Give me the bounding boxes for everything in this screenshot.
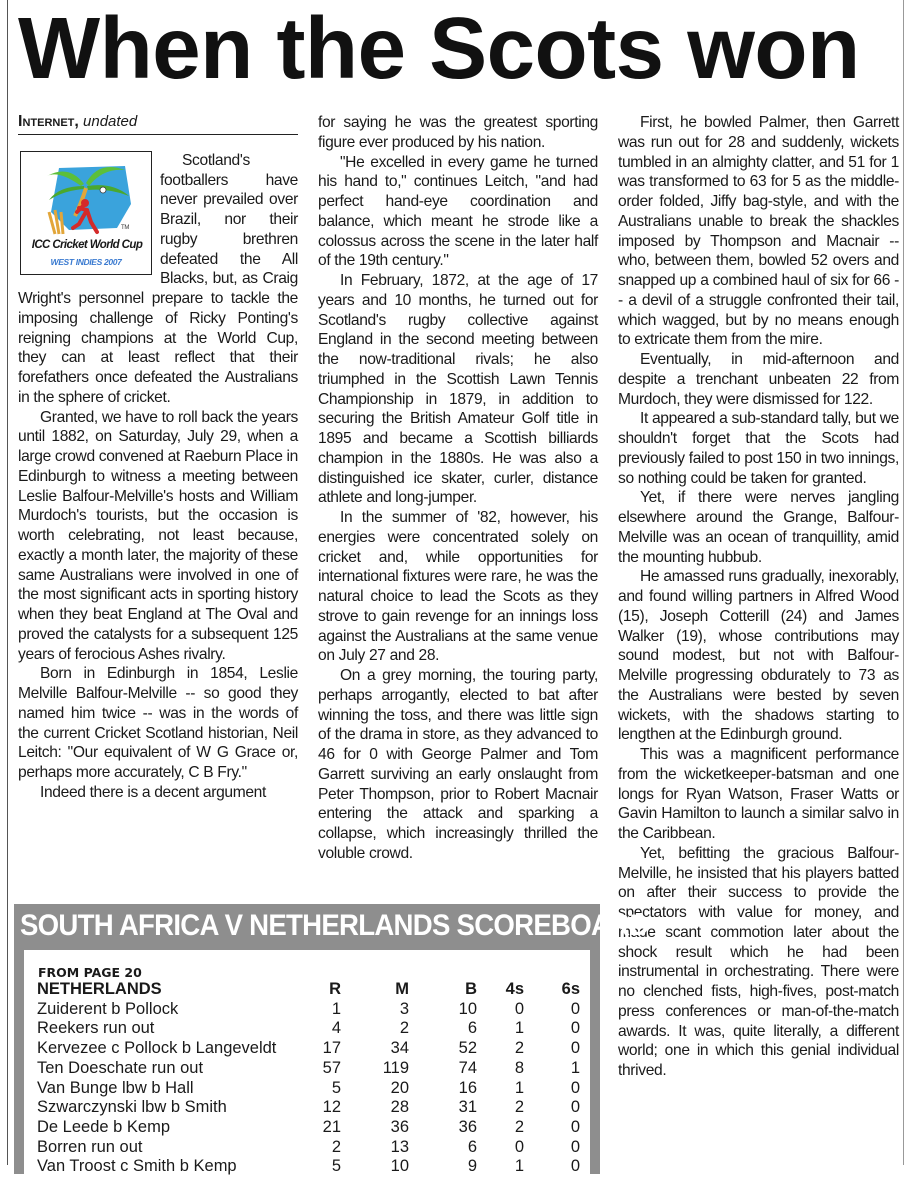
stat-cell: 6: [467, 1019, 477, 1038]
dateline: [18, 112, 298, 135]
stat-cell: 5: [331, 1078, 341, 1097]
stat-cell: 10: [458, 999, 477, 1018]
paragraph: for saying he was the greatest sporting figure ever produced by his nation.: [318, 114, 598, 151]
paragraph: First, he bowled Palmer, then Garrett was run out for 28 and suddenly, wickets tumbled in an almighty clatter, and 51 for 1 was transformed to 63 for 5 as the middle-order folded, Jiffy bag-style, and with the Australians unable to break the shackles imposed by Thompson and Macnair -- who, between them, bowled 52 overs and snapped up a combined haul of six for 66 -- a devil of a struggle confronted their tail, which wagged, but by no means enough to extricate them from the mire.: [618, 114, 899, 349]
stat-cell: 17: [322, 1039, 341, 1058]
page-edge-rule: [903, 0, 904, 1165]
stat-cell: 1: [514, 1019, 524, 1038]
column-header: M: [395, 980, 409, 998]
scoreboard-header-row: [37, 980, 580, 1000]
stat-cell: 1: [514, 1157, 524, 1176]
stat-cell: 2: [514, 1039, 524, 1058]
scoreboard-row: [37, 1000, 580, 1020]
stat-cell: 2: [331, 1137, 341, 1156]
paragraph: This was a magnificent performance from the wicketkeeper-batsman and one longs for Ryan Watson, Fraser Watts or Gavin Hamilton to launch a similar salvo in the Caribbean.: [618, 746, 899, 842]
stat-cell: 0: [570, 999, 580, 1018]
batsman-dismissal: Van Bunge lbw b Hall: [37, 1078, 194, 1097]
stat-cell: 16: [458, 1078, 477, 1097]
batsman-dismissal: De Leede b Kemp: [37, 1117, 171, 1136]
dateline-source: Internet,: [18, 113, 79, 130]
scoreboard-row: [37, 1079, 580, 1099]
scoreboard-table: [37, 980, 580, 1177]
stat-cell: 5: [331, 1157, 341, 1176]
scoreboard-row: [37, 1019, 580, 1039]
paragraph: He amassed runs gradually, inexorably, and found willing partners in Alfred Wood (15), Joseph Cotterill (24) and James Walker (19), whose contributions may sound modest, but not with Balfour-Melville progressing obdurately to 73 as the Australians were bested by seven wickets, with the shadows starting to lengthen at the Edinburgh ground.: [618, 568, 899, 744]
column-header: 6s: [561, 980, 580, 998]
stat-cell: 31: [458, 1098, 477, 1117]
stat-cell: 74: [458, 1058, 477, 1077]
team-name: NETHERLANDS: [37, 980, 162, 998]
stat-cell: 0: [570, 1098, 580, 1117]
stat-cell: 28: [390, 1098, 409, 1117]
stat-cell: 13: [390, 1137, 409, 1156]
paragraph: On a grey morning, the touring party, perhaps arrogantly, elected to bat after winning the toss, and there was little sign of the drama in store, as they advanced to 46 for 0 with George Palmer and Tom Garrett surviving an early onslaught from Peter Thompson, prior to Robert Macnair entering the attack and sparking a collapse, which increasingly thrilled the voluble crowd.: [318, 667, 598, 862]
scoreboard-row: [37, 1098, 580, 1118]
world-cup-logo: [20, 151, 152, 275]
paragraph: Eventually, in mid-afternoon and despite a trenchant unbeaten 22 from Murdoch, they were dismissed for 122.: [618, 351, 899, 408]
scoreboard-box: [14, 904, 649, 1176]
stat-cell: 1: [570, 1058, 580, 1077]
stat-cell: 57: [322, 1058, 341, 1077]
stat-cell: 0: [570, 1019, 580, 1038]
batsman-dismissal: Szwarczynski lbw b Smith: [37, 1098, 227, 1117]
svg-text:TM: TM: [121, 224, 129, 231]
column-header: B: [465, 980, 477, 998]
logo-title: ICC Cricket World Cup: [31, 238, 143, 251]
paragraph: In the summer of '82, however, his energies were concentrated solely on cricket and, while opportunities for international fixtures were rare, he was the natural choice to lead the Scots as they strove to gain revenge for an innings loss against the Australians at the same venue on July 27 and 28.: [318, 509, 598, 665]
stat-cell: 36: [458, 1117, 477, 1136]
stat-cell: 2: [514, 1098, 524, 1117]
batsman-dismissal: Kervezee c Pollock b Langeveldt: [37, 1039, 277, 1058]
stat-cell: 0: [570, 1039, 580, 1058]
stat-cell: 8: [514, 1058, 524, 1077]
paragraph: Yet, befitting the gracious Balfour-Melville, he insisted that his players batted on after their success to provide the spectators with value for money, and made scant commotion later about the shock result which he had been instrumental in orchestrating. There were no clenched fists, high-fives, post-match press conferences or man-of-the-match awards. It was, quite literally, a different world; one in which this genial individual thrived.: [618, 844, 899, 1079]
stat-cell: 0: [570, 1157, 580, 1176]
stat-cell: 52: [458, 1039, 477, 1058]
paragraph: Scotland's footballers have never prevailed over Brazil, nor their rugby brethren defeated the All Blacks, but, as Craig Wright's personnel prepare to tackle the imposing challenge of Ricky Ponting's reigning champions at the World Cup, they can at least reflect that their forefathers once defeated the Australians in the sphere of cricket.: [18, 151, 298, 406]
paragraph: Born in Edinburgh in 1854, Leslie Melville Balfour-Melville -- so good they named him twice -- was in the words of the current Cricket Scotland historian, Neil Leitch: "Our equivalent of W G Grace or, perhaps more accurately, C B Fry.": [18, 665, 298, 781]
paragraph: Yet, if there were nerves jangling elsewhere around the Grange, Balfour-Melville was an ocean of tranquillity, amid the mounting hubbub.: [618, 489, 899, 566]
stat-cell: 1: [331, 999, 341, 1018]
stat-cell: 10: [390, 1157, 409, 1176]
stat-cell: 2: [514, 1117, 524, 1136]
batsman-dismissal: Ten Doeschate run out: [37, 1058, 204, 1077]
article-column-3: [618, 113, 899, 1081]
paragraph: In February, 1872, at the age of 17 years and 10 months, he turned out for Scotland's rugby collective against England in the second meeting between the now-traditional rivals; he also triumphed in the Scottish Lawn Tennis Championship in 1879, in addition to securing the British Amateur Golf title in 1895 and became a Scottish billiards champion in the 1880s. He was also a distinguished ice skater, curler, distance athlete and long-jumper.: [318, 272, 598, 507]
paragraph: It appeared a sub-standard tally, but we shouldn't forget that the Scots had previously failed to post 150 in two innings, so nothing could be taken for granted.: [618, 410, 899, 487]
stat-cell: 0: [514, 1137, 524, 1156]
batsman-dismissal: Zuiderent b Pollock: [37, 999, 179, 1018]
column-header: R: [329, 980, 341, 998]
stat-cell: 4: [331, 1019, 341, 1038]
scoreboard-row: [37, 1157, 580, 1177]
batsman-dismissal: Reekers run out: [37, 1019, 155, 1038]
headline: When the Scots won: [18, 0, 860, 97]
paragraph: Granted, we have to roll back the years until 1882, on Saturday, July 29, when a large crowd convened at Raeburn Place in Edinburgh to witness a meeting between Leslie Balfour-Melville's hosts and William Murdoch's tourists, but the occasion is worth celebrating, not least because, exactly a month later, the majority of these same Australians were involved in one of the most significant acts in sporting history when they beat England at The Oval and proved the catalysts for a subsequent 125 years of ferocious Ashes rivalry.: [18, 408, 298, 663]
stat-cell: 0: [570, 1137, 580, 1156]
scoreboard-row: [37, 1039, 580, 1059]
scoreboard-body: [24, 950, 590, 1180]
stat-cell: 0: [570, 1078, 580, 1097]
stat-cell: 34: [390, 1039, 409, 1058]
from-page-label: FROM PAGE 20: [38, 965, 142, 980]
batsman-dismissal: Borren run out: [37, 1137, 143, 1156]
stat-cell: 0: [570, 1117, 580, 1136]
stat-cell: 21: [322, 1117, 341, 1136]
stat-cell: 3: [399, 999, 409, 1018]
page-edge-rule: [7, 0, 8, 1165]
paragraph: "He excelled in every game he turned his hand to," continues Leitch, "and had perfect hand-eye coordination and balance, which meant he strode like a colossus across the scene in the later half of the 19th century.": [318, 153, 598, 270]
stat-cell: 2: [399, 1019, 409, 1038]
stat-cell: 20: [390, 1078, 409, 1097]
palm-tree-cricketer-icon: [29, 156, 143, 238]
scoreboard-title: SOUTH AFRICA V NETHERLANDS SCOREBOARD: [20, 909, 649, 942]
stat-cell: 9: [467, 1157, 477, 1176]
scoreboard-row: [37, 1118, 580, 1138]
article-column-1: [18, 112, 298, 803]
stat-cell: 119: [382, 1058, 409, 1077]
scoreboard-row: [37, 1138, 580, 1158]
stat-cell: 6: [467, 1137, 477, 1156]
logo-subtitle: WEST INDIES 2007: [50, 256, 122, 267]
stat-cell: 1: [514, 1078, 524, 1097]
stat-cell: 0: [514, 999, 524, 1018]
article-column-2: [318, 113, 598, 864]
dateline-date: undated: [83, 113, 138, 130]
paragraph: Indeed there is a decent argument: [40, 783, 266, 801]
batsman-dismissal: Van Troost c Smith b Kemp: [37, 1157, 237, 1176]
stat-cell: 12: [322, 1098, 341, 1117]
column-header: 4s: [505, 980, 524, 998]
stat-cell: 36: [390, 1117, 409, 1136]
scoreboard-row: [37, 1059, 580, 1079]
